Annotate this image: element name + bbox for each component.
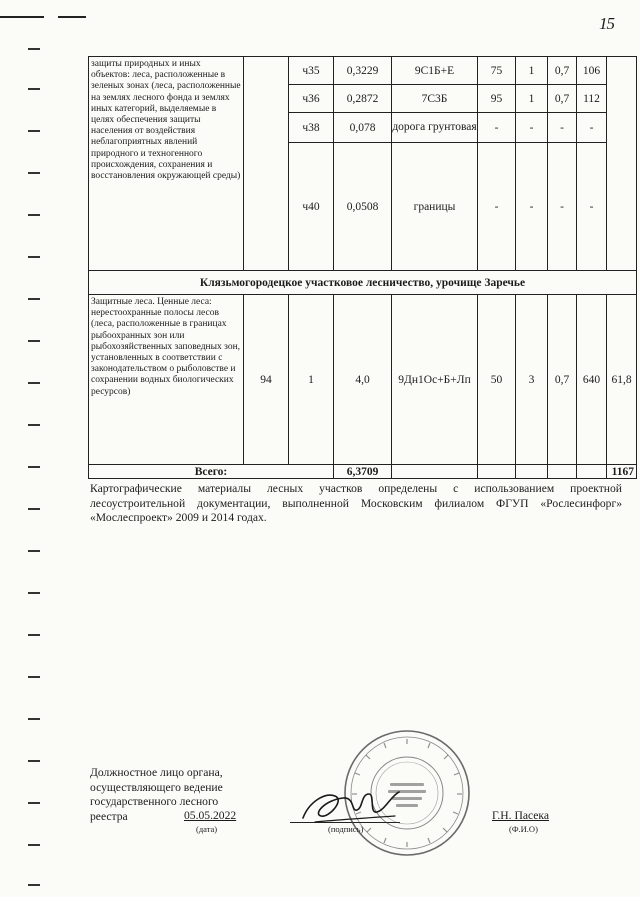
forest-plot-table [88,56,637,479]
handwritten-signature-icon [295,782,405,832]
age-cell: - [478,113,516,143]
scan-edge-mark [28,340,40,342]
density-cell: - [548,113,577,143]
stock-cell: - [577,143,607,271]
total-label: Всего: [89,465,334,479]
scan-edge-mark [28,424,40,426]
area-cell: 0,0508 [334,143,392,271]
density-cell: 0,7 [548,57,577,85]
vydel-cell: 1 [289,295,334,465]
bonitet-cell: 1 [516,57,548,85]
composition-cell: дорога грунтовая [392,113,478,143]
bonitet-cell: 1 [516,85,548,113]
scan-edge-mark [28,802,40,804]
page-number: 15 [599,14,614,33]
age-cell: 50 [478,295,516,465]
composition-cell: границы [392,143,478,271]
official-line: реестра [90,809,128,823]
extra-cell: 61,8 [607,295,637,465]
scan-edge-mark [28,676,40,678]
stock-cell: 112 [577,85,607,113]
composition-cell: 9С1Б+Е [392,57,478,85]
table-row [89,295,637,465]
bonitet-cell: - [516,143,548,271]
scan-edge-mark [28,88,40,90]
density-cell: 0,7 [548,295,577,465]
official-name: Г.Н. Пасека [492,809,550,822]
vydel-cell: ч38 [289,113,334,143]
empty-cell [577,465,607,479]
cartographic-note: Картографические материалы лесных участков определены с использованием проектной лесоустроительной документации, выполненной Московским филиалом ФГУП «Рослесинфорг» «Мослеспроект» 2009 и 2014 годах. [90,482,622,524]
density-cell: - [548,143,577,271]
area-cell: 0,078 [334,113,392,143]
date-caption: (дата) [196,824,218,834]
scan-edge-mark [28,718,40,720]
scan-edge-mark [28,592,40,594]
scan-edge-mark [28,214,40,216]
scan-edge-mark [28,382,40,384]
section-title: Клязьмогородецкое участковое лесничество, урочище Заречье [89,271,637,295]
scan-edge-mark [28,760,40,762]
scan-edge-line [58,16,86,18]
purpose-description: Защитные леса. Ценные леса: нерестоохранные полосы лесов (леса, расположенные в границах рыбоохранных зон или рыбохозяйственных заповедных зон, установленных в соответствии с законодательством о рыболовстве и сохранении водных биологических ресурсов) [89,295,244,465]
vydel-cell: ч40 [289,143,334,271]
empty-cell [392,465,478,479]
empty-cell [516,465,548,479]
table-row [89,57,637,85]
scan-edge-mark [28,550,40,552]
scan-edge-mark [28,844,40,846]
official-line: Должностное лицо органа, [90,766,223,779]
scan-edge-mark [28,466,40,468]
purpose-description: защиты природных и иных объектов: леса, расположенные в зеленых зонах (леса, расположенные на землях лесного фонда и землях иных категорий, выделяемые в целях обеспечения защиты населения от воздействия неблагоприятных явлений природного и техногенного происхождения, сохранения и восстановления окружающей среды) [89,57,244,271]
scan-edge-mark [28,48,40,50]
density-cell: 0,7 [548,85,577,113]
official-line: осуществляющего ведение [90,780,223,794]
composition-cell: 9Дн1Ос+Б+Лп [392,295,478,465]
bonitet-cell: - [516,113,548,143]
section-row [89,271,637,295]
quarter-cell [244,57,289,271]
scan-edge-line [0,16,44,18]
empty-cell [548,465,577,479]
name-caption: (Ф.И.О) [509,824,538,834]
area-cell: 0,2872 [334,85,392,113]
quarter-cell: 94 [244,295,289,465]
vydel-cell: ч35 [289,57,334,85]
total-area: 6,3709 [334,465,392,479]
scan-edge-mark [28,298,40,300]
total-row [89,465,637,479]
official-line: государственного лесного [90,795,219,809]
sign-date: 05.05.2022 [184,809,237,822]
stock-cell: - [577,113,607,143]
scan-edge-mark [28,172,40,174]
area-cell: 4,0 [334,295,392,465]
empty-cell [478,465,516,479]
area-cell: 0,3229 [334,57,392,85]
scan-edge-mark [28,508,40,510]
composition-cell: 7С3Б [392,85,478,113]
signature-caption: (подпись) [328,824,364,834]
scan-edge-mark [28,256,40,258]
scan-edge-mark [28,634,40,636]
stock-cell: 106 [577,57,607,85]
bonitet-cell: 3 [516,295,548,465]
vydel-cell: ч36 [289,85,334,113]
extra-cell [607,57,637,271]
scan-edge-mark [28,130,40,132]
total-extra: 1167 [607,465,637,479]
age-cell: 75 [478,57,516,85]
scan-edge-mark [28,884,40,886]
age-cell: 95 [478,85,516,113]
stock-cell: 640 [577,295,607,465]
age-cell: - [478,143,516,271]
